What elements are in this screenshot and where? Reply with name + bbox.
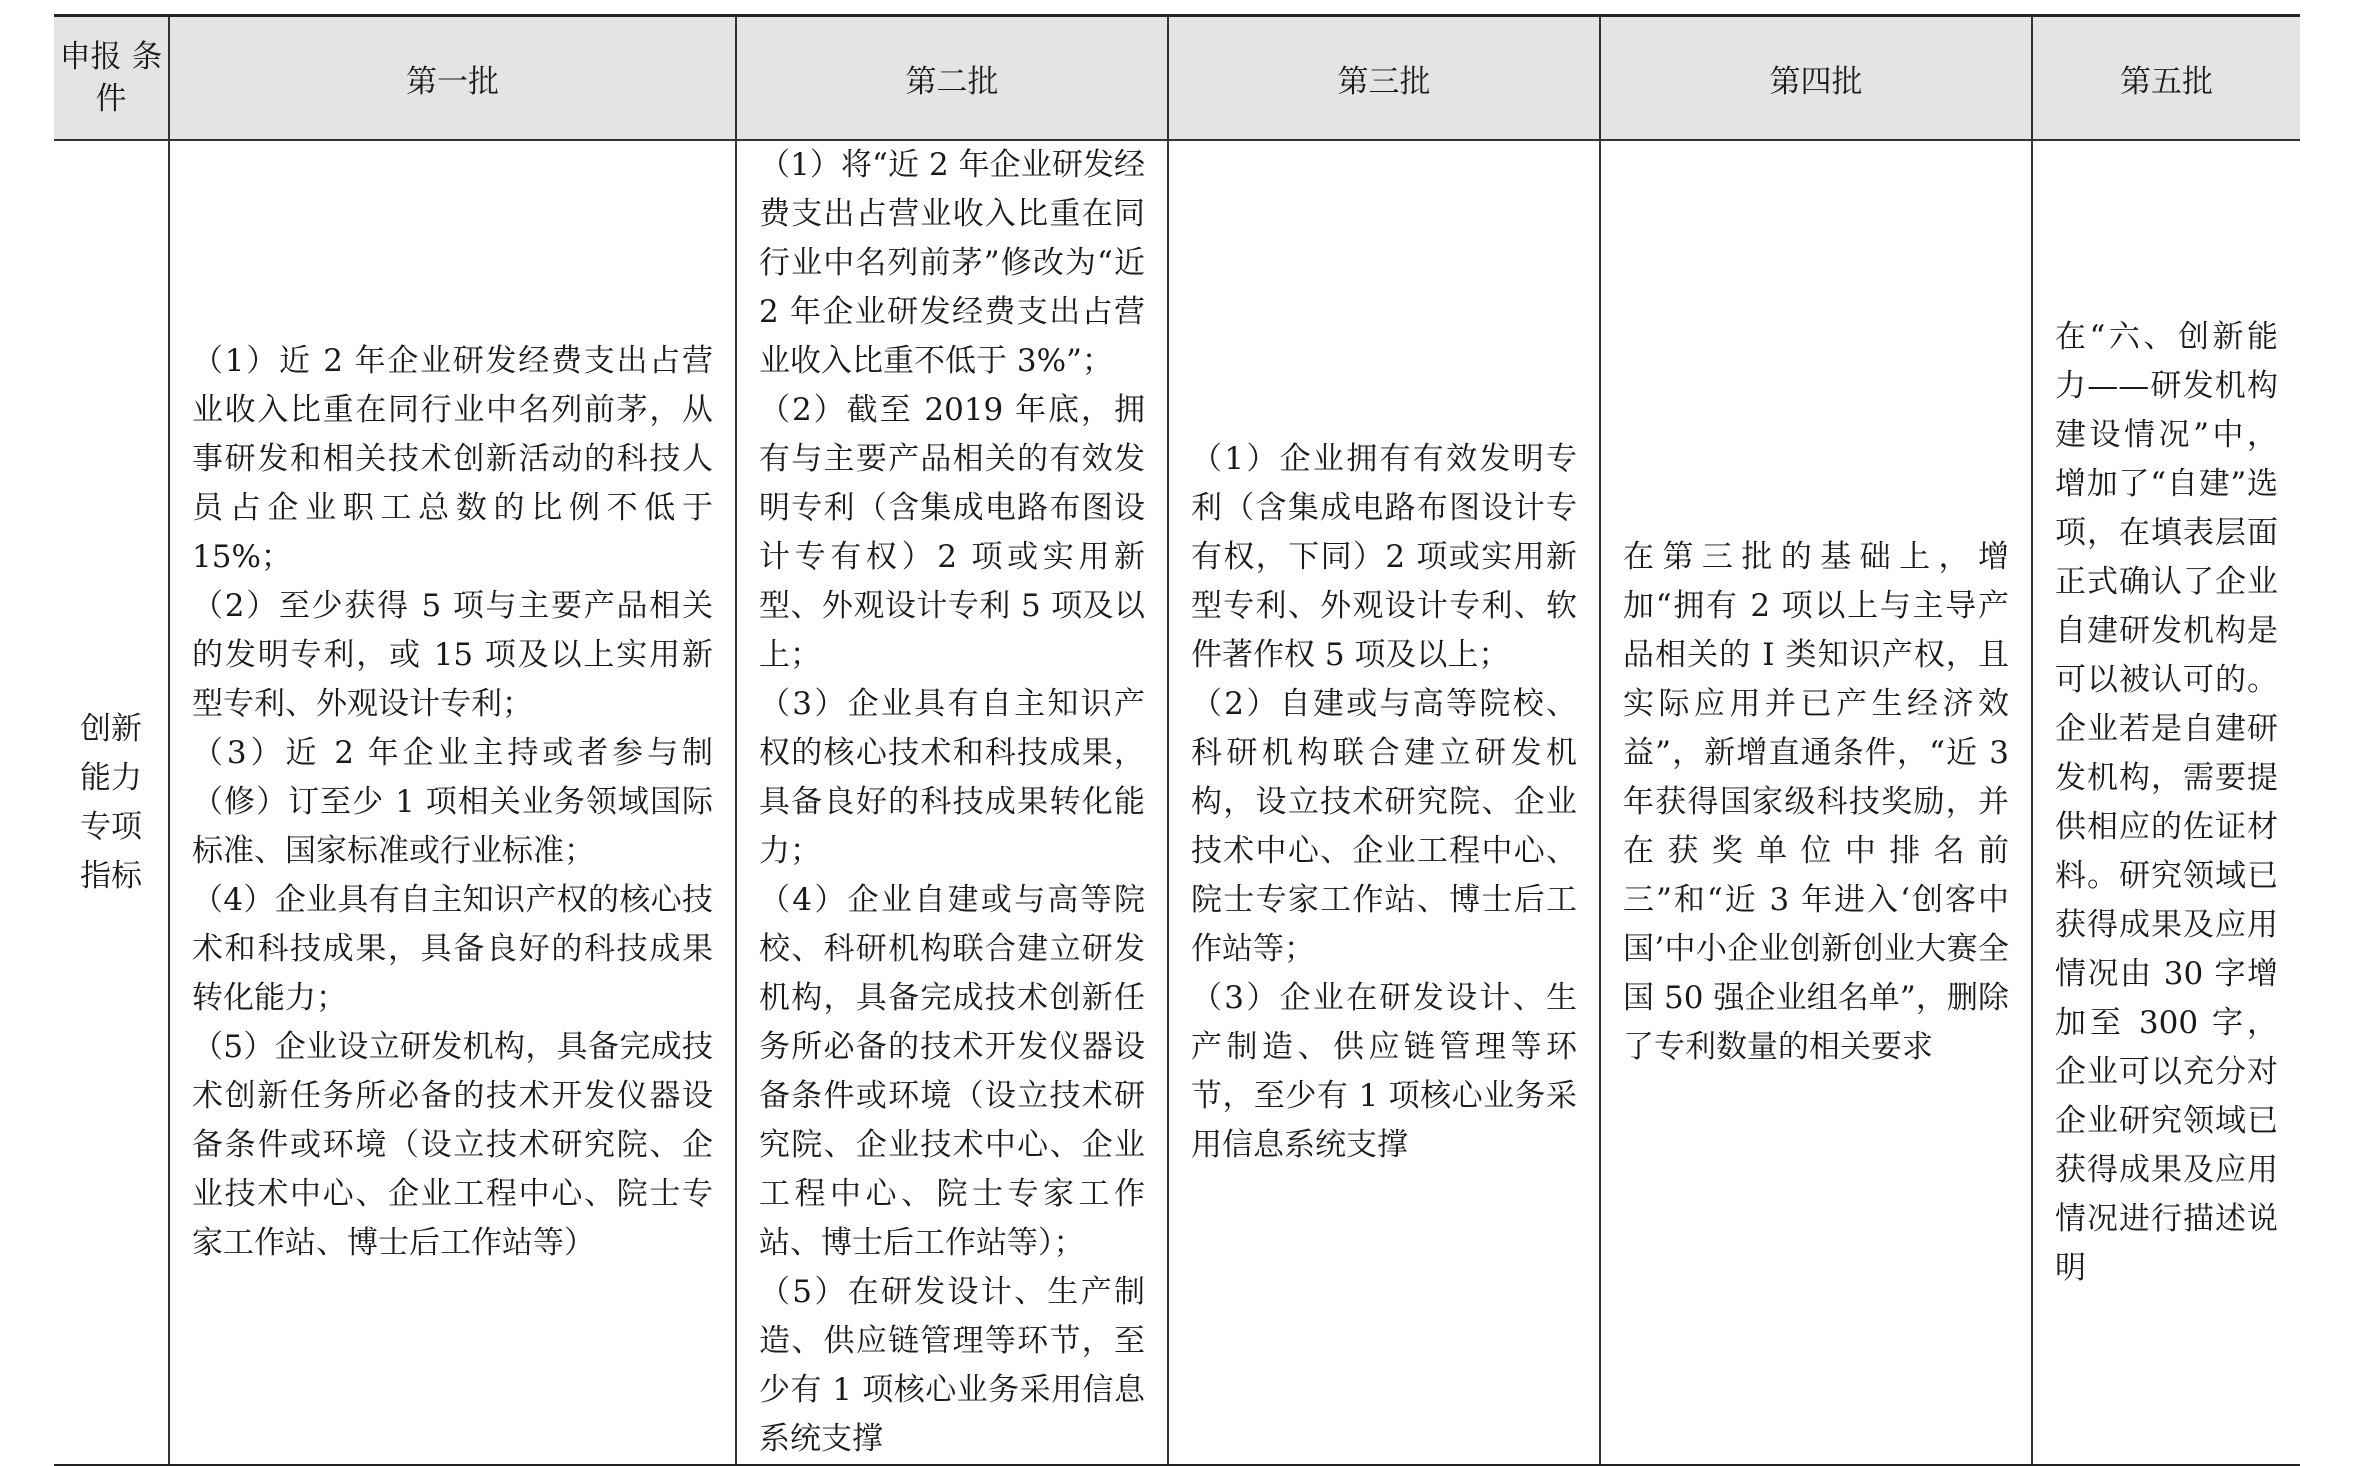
header-batch-2: 第二批 — [736, 16, 1168, 141]
header-batch-1: 第一批 — [169, 16, 736, 141]
header-batch-5: 第五批 — [2032, 16, 2300, 141]
cell-batch-2: （1）将“近 2 年企业研发经费支出占营业收入比重在同行业中名列前茅”修改为“近 2 年企业研发经费支出占营业收入比重不低于 3%”； （2）截至 2019 年底，拥有与主要产品相关的有效发明专利（含集成电路布图设计专有权）2 项或实用新型、外观设计专利 5 项及以上； （3）企业具有自主知识产权的核心技术和科技成果，具备良好的科技成果转化能力； （4）企业自建或与高等院校、科研机构联合建立研发机构，具备完成技术创新任务所必备的技术开发仪器设备条件或环境（设立技术研究院、企业技术中心、企业工程中心、院士专家工作站、博士后工作站等）； （5）在研发设计、生产制造、供应链管理等环节，至少有 1 项核心业务采用信息系统支撑 — [736, 140, 1168, 1465]
table-header-row — [54, 16, 2300, 141]
table-row — [54, 140, 2300, 1465]
cell-batch-4: 在第三批的基础上，增加“拥有 2 项以上与主导产品相关的 I 类知识产权，且实际应用并已产生经济效益”，新增直通条件，“近 3 年获得国家级科技奖励，并在获奖单位中排名前三”和“近 3 年进入‘创客中国’中小企业创新创业大赛全国 50 强企业组名单”，删除了专利数量的相关要求 — [1600, 140, 2032, 1465]
header-application-criteria: 申报 条件 — [54, 16, 169, 141]
row-label-innovation-indicators: 创新 能力 专项 指标 — [54, 140, 169, 1465]
cell-batch-5: 在“六、创新能力——研发机构建设情况”中，增加了“自建”选项，在填表层面正式确认了企业自建研发机构是可以被认可的。企业若是自建研发机构，需要提供相应的佐证材料。研究领域已获得成果及应用情况由 30 字增加至 300 字，企业可以充分对企业研究领域已获得成果及应用情况进行描述说明 — [2032, 140, 2300, 1465]
header-batch-3: 第三批 — [1168, 16, 1600, 141]
criteria-comparison-table — [54, 14, 2300, 1466]
header-batch-4: 第四批 — [1600, 16, 2032, 141]
cell-batch-3: （1）企业拥有有效发明专利（含集成电路布图设计专有权，下同）2 项或实用新型专利、外观设计专利、软件著作权 5 项及以上； （2）自建或与高等院校、科研机构联合建立研发机构，设立技术研究院、企业技术中心、企业工程中心、院士专家工作站、博士后工作站等； （3）企业在研发设计、生产制造、供应链管理等环节，至少有 1 项核心业务采用信息系统支撑 — [1168, 140, 1600, 1465]
cell-batch-1: （1）近 2 年企业研发经费支出占营业收入比重在同行业中名列前茅，从事研发和相关技术创新活动的科技人员占企业职工总数的比例不低于 15%； （2）至少获得 5 项与主要产品相关的发明专利，或 15 项及以上实用新型专利、外观设计专利； （3）近 2 年企业主持或者参与制（修）订至少 1 项相关业务领域国际标准、国家标准或行业标准； （4）企业具有自主知识产权的核心技术和科技成果，具备良好的科技成果转化能力； （5）企业设立研发机构，具备完成技术创新任务所必备的技术开发仪器设备条件或环境（设立技术研究院、企业技术中心、企业工程中心、院士专家工作站、博士后工作站等） — [169, 140, 736, 1465]
